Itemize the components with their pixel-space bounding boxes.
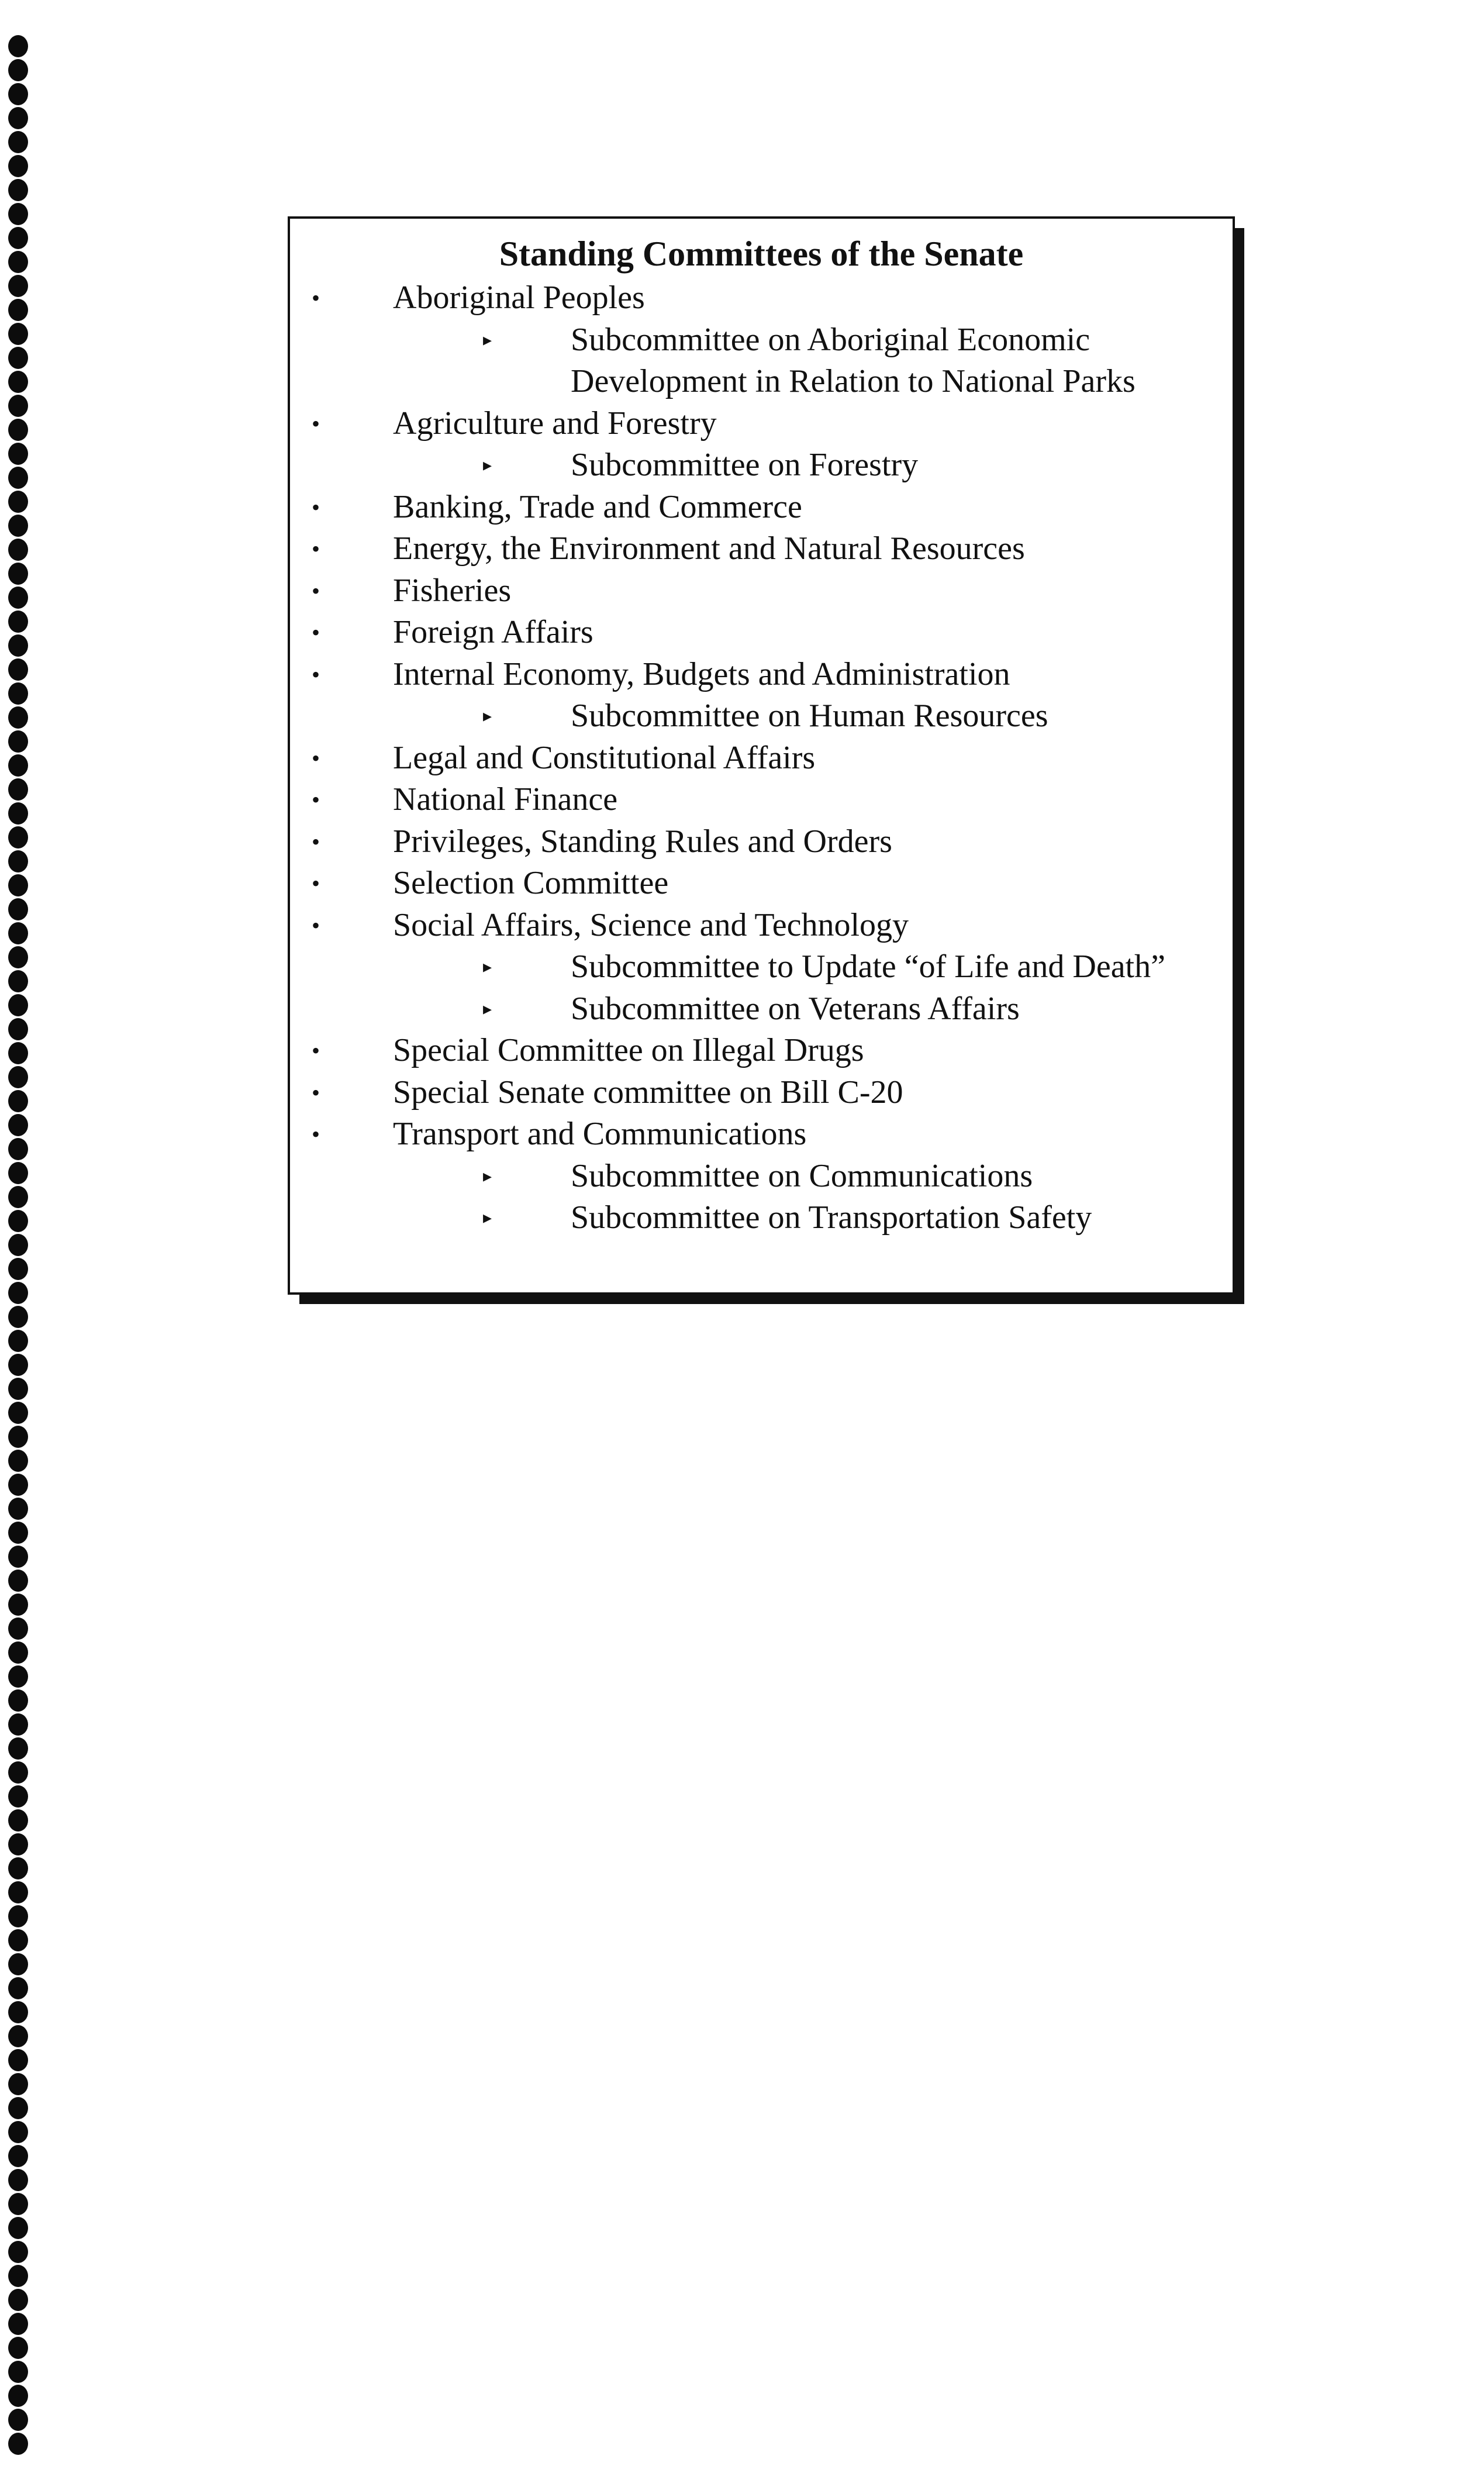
binding-hole — [8, 299, 28, 321]
binding-hole — [8, 2409, 28, 2431]
bullet-icon: • — [311, 536, 320, 562]
binding-hole — [8, 946, 28, 968]
binding-hole — [8, 898, 28, 920]
binding-hole — [8, 2217, 28, 2239]
subcommittee-name: Subcommittee on Veterans Affairs — [571, 990, 1020, 1027]
binding-hole — [8, 395, 28, 417]
committee-item — [290, 1030, 1233, 1072]
subcommittee-item — [290, 988, 1233, 1030]
binding-hole — [8, 1162, 28, 1184]
bullet-icon: • — [311, 1079, 320, 1106]
binding-hole — [8, 1761, 28, 1784]
committee-name: Agriculture and Forestry — [393, 405, 717, 442]
binding-hole — [8, 634, 28, 657]
binding-hole — [8, 2145, 28, 2167]
binding-hole — [8, 251, 28, 273]
bullet-icon: • — [311, 828, 320, 855]
binding-hole — [8, 1522, 28, 1544]
binding-hole — [8, 1617, 28, 1640]
binding-hole — [8, 1833, 28, 1855]
committee-item — [290, 821, 1233, 863]
binding-hole — [8, 2337, 28, 2359]
committee-item — [290, 905, 1233, 947]
binding-hole — [8, 107, 28, 129]
committee-item — [290, 1113, 1233, 1156]
binding-hole — [8, 1498, 28, 1520]
bullet-icon: • — [311, 285, 320, 311]
binding-hole — [8, 826, 28, 849]
committee-item — [290, 570, 1233, 612]
binding-hole — [8, 347, 28, 369]
committee-item — [290, 277, 1233, 319]
binding-hole — [8, 778, 28, 801]
subcommittee-name: Subcommittee on Transportation Safety — [571, 1199, 1092, 1236]
committee-name: Transport and Communications — [393, 1116, 807, 1152]
binding-hole — [8, 1450, 28, 1472]
committee-name: Internal Economy, Budgets and Administration — [393, 656, 1010, 692]
binding-hole — [8, 1282, 28, 1304]
committee-item — [290, 737, 1233, 780]
binding-hole — [8, 1881, 28, 1903]
binding-hole — [8, 658, 28, 681]
subcommittee-name: Subcommittee on Human Resources — [571, 698, 1048, 734]
binding-hole — [8, 563, 28, 585]
subcommittee-name: Subcommittee on Aboriginal Economic — [571, 321, 1090, 358]
binding-hole — [8, 275, 28, 297]
committee-name: Social Affairs, Science and Technology — [393, 906, 909, 943]
binding-hole — [8, 1594, 28, 1616]
bullet-icon: • — [311, 787, 320, 813]
binding-hole — [8, 2073, 28, 2095]
binding-hole — [8, 682, 28, 705]
committee-name: Special Committee on Illegal Drugs — [393, 1032, 864, 1068]
committee-name: Aboriginal Peoples — [393, 280, 645, 316]
committee-name: Selection Committee — [393, 865, 669, 901]
arrow-bullet-icon: ▸ — [483, 456, 492, 475]
binding-hole — [8, 467, 28, 489]
subcommittee-item — [290, 361, 1233, 403]
binding-hole — [8, 706, 28, 729]
binding-hole — [8, 850, 28, 872]
binding-hole — [8, 1426, 28, 1448]
binding-hole — [8, 1186, 28, 1208]
binding-hole — [8, 1737, 28, 1760]
binding-hole — [8, 35, 28, 57]
binding-hole — [8, 2049, 28, 2071]
binding-hole — [8, 1306, 28, 1328]
binding-hole — [8, 1330, 28, 1352]
binding-hole — [8, 2121, 28, 2143]
arrow-bullet-icon: ▸ — [483, 957, 492, 977]
binding-hole — [8, 2169, 28, 2191]
binding-hole — [8, 179, 28, 201]
binding-hole — [8, 371, 28, 393]
binding-hole — [8, 515, 28, 537]
committee-item — [290, 612, 1233, 654]
binding-hole — [8, 2097, 28, 2119]
bullet-icon: • — [311, 577, 320, 604]
binding-hole — [8, 1641, 28, 1664]
committee-box — [288, 216, 1233, 1292]
binding-hole — [8, 2001, 28, 2023]
subcommittee-item — [290, 319, 1233, 361]
committee-name: Privileges, Standing Rules and Orders — [393, 823, 892, 860]
committee-name: Fisheries — [393, 572, 512, 609]
bullet-icon: • — [311, 410, 320, 437]
binding-hole — [8, 1234, 28, 1256]
committee-name: Energy, the Environment and Natural Resources — [393, 530, 1025, 567]
binding-hole — [8, 2193, 28, 2215]
subcommittee-item — [290, 1197, 1233, 1239]
binding-hole — [8, 1546, 28, 1568]
binding-hole — [8, 2289, 28, 2311]
bullet-icon: • — [311, 494, 320, 520]
binding-hole — [8, 1066, 28, 1088]
binding-hole — [8, 1929, 28, 1951]
box-panel — [288, 216, 1235, 1295]
bullet-icon: • — [311, 870, 320, 896]
binding-hole — [8, 1090, 28, 1112]
committee-list — [290, 277, 1233, 1239]
subcommittee-item — [290, 695, 1233, 737]
committee-name: Legal and Constitutional Affairs — [393, 739, 816, 776]
bullet-icon: • — [311, 1121, 320, 1147]
arrow-bullet-icon: ▸ — [483, 999, 492, 1019]
binding-hole — [8, 2361, 28, 2383]
committee-name: Special Senate committee on Bill C-20 — [393, 1074, 903, 1110]
subcommittee-item — [290, 444, 1233, 487]
binding-hole — [8, 1713, 28, 1736]
committee-item — [290, 403, 1233, 445]
arrow-bullet-icon: ▸ — [483, 706, 492, 726]
arrow-bullet-icon: ▸ — [483, 1166, 492, 1186]
subcommittee-name: Subcommittee to Update “of Life and Death” — [571, 949, 1165, 985]
committee-item — [290, 779, 1233, 821]
bullet-icon: • — [311, 744, 320, 771]
subcommittee-name: Development in Relation to National Parks — [571, 363, 1136, 399]
binding-hole — [8, 1042, 28, 1064]
committee-name: Foreign Affairs — [393, 614, 593, 650]
binding-hole — [8, 1689, 28, 1712]
binding-hole — [8, 2025, 28, 2047]
binding-hole — [8, 59, 28, 81]
bullet-icon: • — [311, 1037, 320, 1064]
binding-hole — [8, 1258, 28, 1280]
bullet-icon: • — [311, 661, 320, 688]
binding-hole — [8, 491, 28, 513]
subcommittee-name: Subcommittee on Forestry — [571, 447, 919, 483]
binding-hole — [8, 2385, 28, 2407]
binding-hole — [8, 754, 28, 777]
binding-hole — [8, 1857, 28, 1879]
committee-name: Banking, Trade and Commerce — [393, 488, 802, 525]
subcommittee-item — [290, 1156, 1233, 1198]
binding-hole — [8, 2265, 28, 2287]
committee-name: National Finance — [393, 781, 618, 818]
binding-hole — [8, 970, 28, 992]
bullet-icon: • — [311, 912, 320, 939]
binding-hole — [8, 1809, 28, 1832]
binding-hole — [8, 1953, 28, 1975]
binding-hole — [8, 1114, 28, 1136]
binding-hole — [8, 922, 28, 944]
binding-hole — [8, 1210, 28, 1232]
committee-item — [290, 487, 1233, 529]
binding-hole — [8, 323, 28, 345]
binding-hole — [8, 2313, 28, 2335]
binding-hole — [8, 539, 28, 561]
binding-hole — [8, 2241, 28, 2263]
binding-hole — [8, 83, 28, 105]
binding-hole — [8, 587, 28, 609]
binding-hole — [8, 1570, 28, 1592]
subcommittee-item — [290, 946, 1233, 988]
binding-hole — [8, 131, 28, 153]
binding-hole — [8, 1785, 28, 1808]
binding-hole — [8, 1378, 28, 1400]
committee-item — [290, 863, 1233, 905]
committee-item — [290, 654, 1233, 696]
binding-hole — [8, 2433, 28, 2455]
committee-item — [290, 528, 1233, 570]
binding-hole — [8, 1402, 28, 1424]
spiral-binding — [8, 35, 32, 2456]
binding-hole — [8, 1905, 28, 1927]
binding-hole — [8, 1474, 28, 1496]
binding-hole — [8, 155, 28, 177]
arrow-bullet-icon: ▸ — [483, 1208, 492, 1227]
binding-hole — [8, 203, 28, 225]
arrow-bullet-icon: ▸ — [483, 330, 492, 350]
binding-hole — [8, 1354, 28, 1376]
binding-hole — [8, 1977, 28, 1999]
binding-hole — [8, 802, 28, 825]
binding-hole — [8, 227, 28, 249]
subcommittee-name: Subcommittee on Communications — [571, 1157, 1033, 1194]
binding-hole — [8, 419, 28, 441]
binding-hole — [8, 1138, 28, 1160]
binding-hole — [8, 1665, 28, 1688]
bullet-icon: • — [311, 619, 320, 646]
binding-hole — [8, 994, 28, 1016]
committee-item — [290, 1072, 1233, 1114]
binding-hole — [8, 730, 28, 753]
binding-hole — [8, 611, 28, 633]
binding-hole — [8, 1018, 28, 1040]
binding-hole — [8, 443, 28, 465]
box-title: Standing Committees of the Senate — [499, 234, 1024, 273]
binding-hole — [8, 874, 28, 896]
